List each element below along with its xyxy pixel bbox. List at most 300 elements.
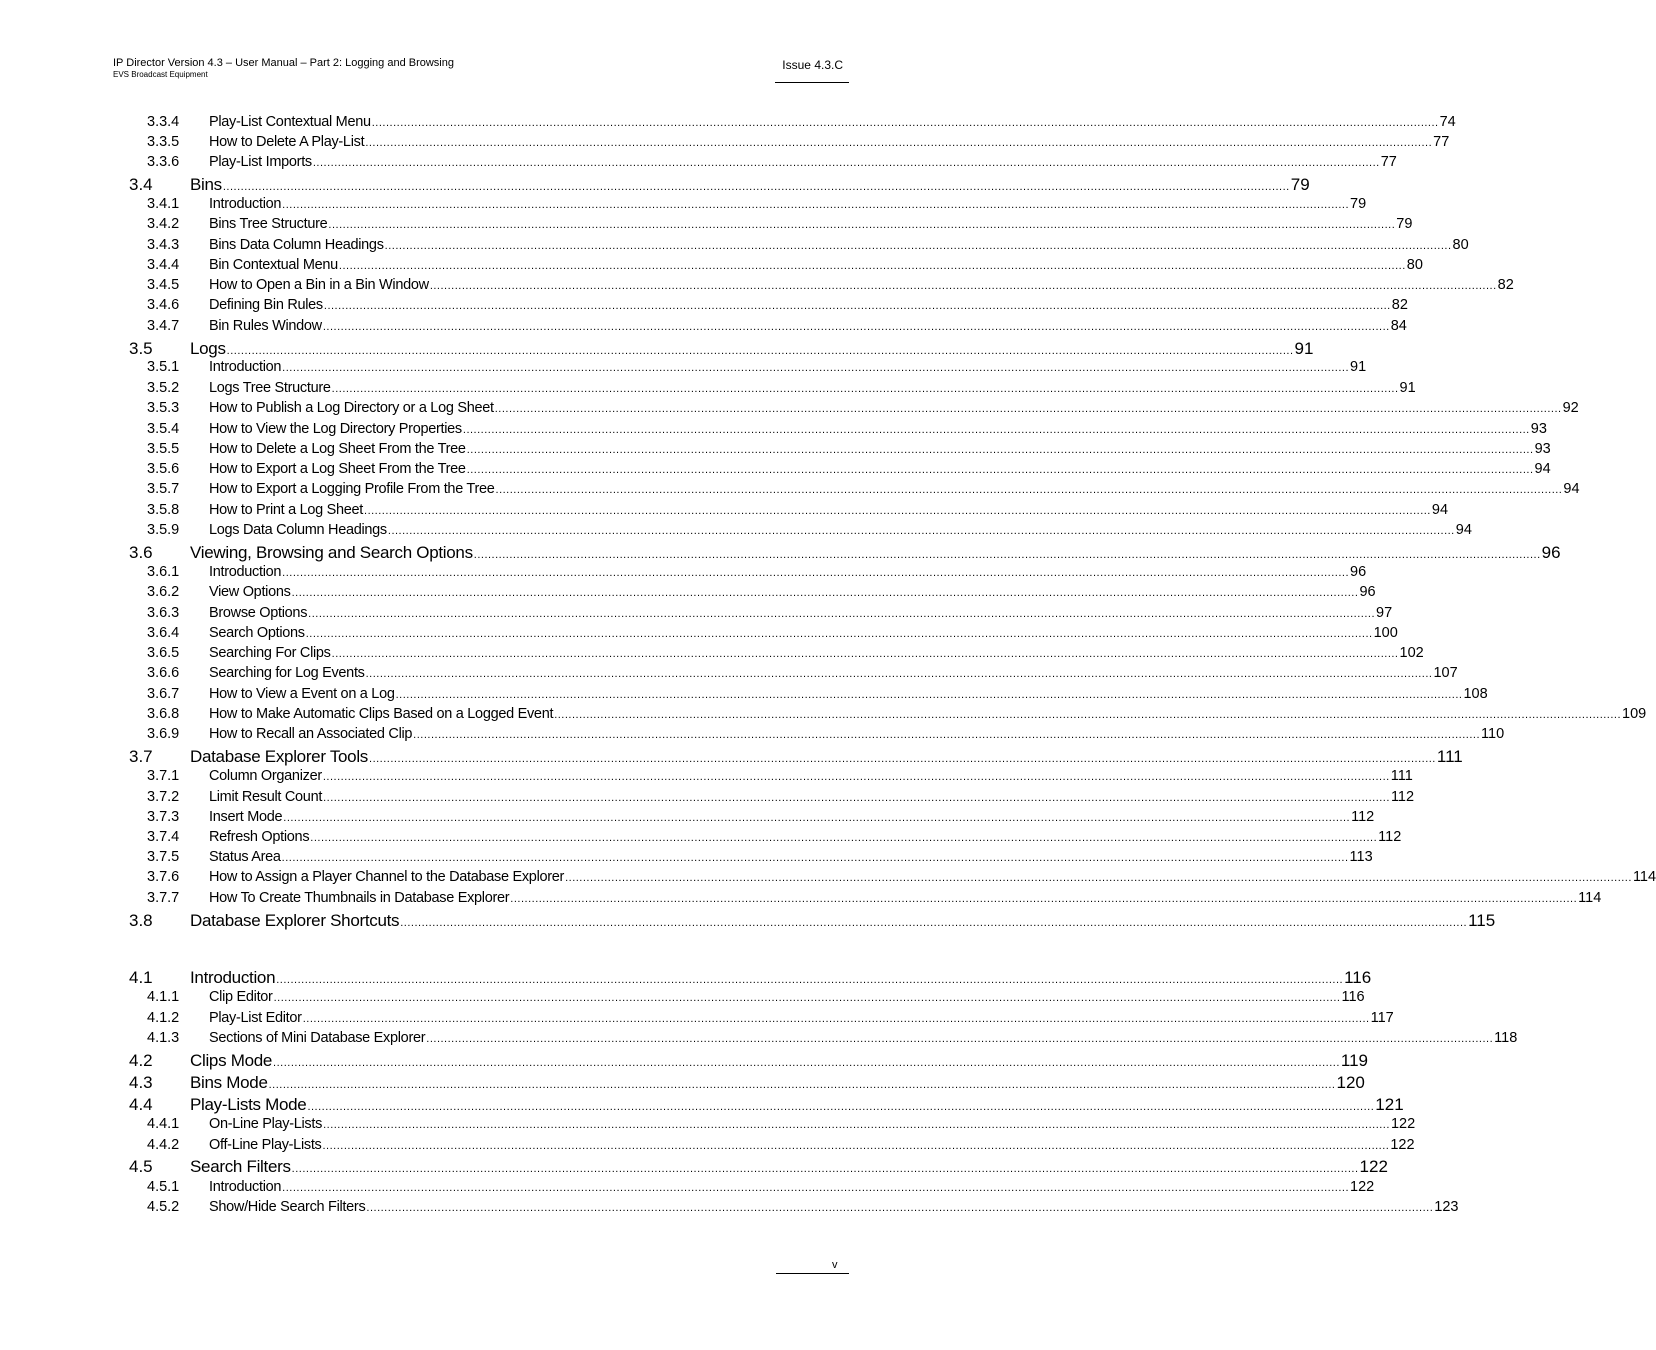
toc-entry-number: 3.7.4 <box>147 829 180 845</box>
toc-entry-page-number: 100 <box>1373 625 1398 641</box>
dot-leader: ............................................................................................................................................................................................................................................................................................................ <box>554 709 1622 721</box>
toc-entry-body <box>209 134 1450 150</box>
toc-entry-number: 3.6.7 <box>147 686 180 702</box>
toc-entry[interactable] <box>0 564 1367 584</box>
toc-entry-page-number: 115 <box>1468 911 1496 930</box>
toc-entry[interactable] <box>0 359 1367 379</box>
toc-entry-title[interactable]: Bin Rules Window <box>209 318 322 334</box>
toc-entry-title[interactable]: Play-List Editor <box>209 1010 302 1026</box>
toc-entry[interactable] <box>0 441 1551 461</box>
dot-leader: ............................................................................................................................................................................................................................................................................................................ <box>222 181 1290 193</box>
toc-entry-body <box>209 645 1424 661</box>
toc-entry-title[interactable]: How to Export a Log Sheet From the Tree <box>209 461 466 477</box>
toc-entry-number: 3.4 <box>129 175 153 194</box>
toc-entry-title[interactable]: How to Delete A Play-List <box>209 134 365 150</box>
dot-leader: ............................................................................................................................................................................................................................................................................................................ <box>276 974 1344 986</box>
toc-entry-number: 3.5.2 <box>147 380 180 396</box>
toc-entry-title[interactable]: Status Area <box>209 849 281 865</box>
toc-entry-number: 3.4.5 <box>147 277 180 293</box>
toc-entry-page-number: 122 <box>1390 1137 1415 1153</box>
toc-entry-page-number: 120 <box>1336 1073 1365 1092</box>
toc-entry-page-number: 82 <box>1391 297 1408 313</box>
toc-entry[interactable] <box>0 1116 1416 1136</box>
toc-entry-title[interactable]: Play-Lists Mode <box>190 1095 307 1114</box>
toc-entry-number: 4.5 <box>129 1157 153 1176</box>
toc-entry[interactable] <box>0 1095 1404 1117</box>
toc-entry-title[interactable]: How to Publish a Log Directory or a Log Sheet <box>209 400 494 416</box>
toc-entry-title[interactable]: How to Export a Logging Profile From the Tree <box>209 481 495 497</box>
toc-entry-body <box>209 359 1367 375</box>
toc-entry[interactable] <box>0 706 1647 726</box>
toc-entry-body <box>209 1199 1459 1215</box>
toc-entry-title[interactable]: Clips Mode <box>190 1051 273 1070</box>
toc-entry-body <box>190 1095 1404 1115</box>
toc-entry-page-number: 112 <box>1378 829 1402 845</box>
toc-entry-page-number: 114 <box>1632 869 1656 885</box>
toc-entry-number: 3.4.1 <box>147 196 180 212</box>
toc-entry-title[interactable]: Bin Contextual Menu <box>209 257 338 273</box>
toc-entry-title[interactable]: Logs Data Column Headings <box>209 522 387 538</box>
toc-entry-body <box>209 441 1551 457</box>
toc-entry-number: 4.1.1 <box>147 989 180 1005</box>
toc-entry-title[interactable]: Bins Mode <box>190 1073 268 1092</box>
toc-entry-body <box>209 400 1579 416</box>
toc-entry-number: 3.6.9 <box>147 726 180 742</box>
toc-entry-number: 3.3.4 <box>147 114 180 130</box>
dot-leader: ............................................................................................................................................................................................................................................................................................................ <box>312 157 1380 169</box>
dot-leader: ............................................................................................................................................................................................................................................................................................................ <box>366 1202 1434 1214</box>
toc-entry-title[interactable]: Introduction <box>209 196 282 212</box>
toc-entry-body <box>190 1073 1365 1093</box>
toc-entry[interactable] <box>0 665 1458 685</box>
dot-leader: ............................................................................................................................................................................................................................................................................................................ <box>331 383 1399 395</box>
dot-leader: ............................................................................................................................................................................................................................................................................................................ <box>510 893 1578 905</box>
toc-entry[interactable] <box>0 134 1450 154</box>
toc-entry-body <box>209 154 1397 170</box>
toc-entry-title[interactable]: Bins Data Column Headings <box>209 237 384 253</box>
toc-entry-page-number: 79 <box>1396 216 1413 232</box>
toc-entry-title[interactable]: Off-Line Play-Lists <box>209 1137 322 1153</box>
dot-leader: ............................................................................................................................................................................................................................................................................................................ <box>282 567 1350 579</box>
toc-entry-title[interactable]: Defining Bin Rules <box>209 297 323 313</box>
toc-entry[interactable] <box>0 645 1424 665</box>
toc-entry-number: 3.6.1 <box>147 564 180 580</box>
dot-leader: ............................................................................................................................................................................................................................................................................................................ <box>323 792 1390 804</box>
dot-leader: ............................................................................................................................................................................................................................................................................................................ <box>338 260 1406 272</box>
toc-entry-body <box>190 747 1463 767</box>
dot-leader: ............................................................................................................................................................................................................................................................................................................ <box>473 549 1541 561</box>
toc-entry-body <box>190 339 1314 359</box>
dot-leader: ............................................................................................................................................................................................................................................................................................................ <box>302 1013 1370 1025</box>
page-number: v <box>832 1259 838 1271</box>
toc-entry[interactable] <box>0 849 1373 869</box>
toc-entry[interactable] <box>0 1051 1369 1073</box>
toc-entry[interactable] <box>0 339 1314 361</box>
dot-leader: ............................................................................................................................................................................................................................................................................................................ <box>495 484 1563 496</box>
toc-entry-body <box>209 502 1449 518</box>
toc-entry-title[interactable]: Introduction <box>209 359 282 375</box>
dot-leader: ............................................................................................................................................................................................................................................................................................................ <box>305 628 1373 640</box>
toc-entry-body <box>209 809 1375 825</box>
toc-entry-page-number: 116 <box>1344 968 1372 987</box>
toc-entry[interactable] <box>0 543 1561 565</box>
toc-entry[interactable] <box>0 584 1376 604</box>
toc-entry-number: 3.4.2 <box>147 216 180 232</box>
dot-leader: ............................................................................................................................................................................................................................................................................................................ <box>268 1079 1336 1091</box>
toc-entry-body <box>190 1051 1369 1071</box>
toc-entry[interactable] <box>0 890 1602 910</box>
dot-leader: ............................................................................................................................................................................................................................................................................................................ <box>413 729 1481 741</box>
toc-entry[interactable] <box>0 768 1413 788</box>
toc-entry[interactable] <box>0 277 1514 297</box>
toc-entry-title[interactable]: How to Make Automatic Clips Based on a Logged Event <box>209 706 554 722</box>
dot-leader: ............................................................................................................................................................................................................................................................................................................ <box>331 648 1399 660</box>
toc-entry-number: 3.4.6 <box>147 297 180 313</box>
toc-entry-title[interactable]: How to View the Log Directory Properties <box>209 421 462 437</box>
toc-entry-body <box>209 665 1458 681</box>
toc-entry-title[interactable]: Logs <box>190 339 226 358</box>
dot-leader: ............................................................................................................................................................................................................................................................................................................ <box>365 668 1433 680</box>
toc-entry-page-number: 82 <box>1497 277 1514 293</box>
dot-leader: ............................................................................................................................................................................................................................................................................................................ <box>310 832 1378 844</box>
toc-entry[interactable] <box>0 1030 1518 1050</box>
toc-entry-title[interactable]: How to Recall an Associated Clip <box>209 726 413 742</box>
toc-entry-page-number: 121 <box>1375 1095 1404 1114</box>
dot-leader: ............................................................................................................................................................................................................................................................................................................ <box>365 137 1433 149</box>
toc-entry-body <box>209 257 1423 273</box>
toc-entry-title[interactable]: Column Organizer <box>209 768 322 784</box>
toc-entry-page-number: 113 <box>1349 849 1373 865</box>
toc-entry-title[interactable]: Viewing, Browsing and Search Options <box>190 543 473 562</box>
toc-entry-title[interactable]: How to Assign a Player Channel to the Database Explorer <box>209 869 565 885</box>
toc-entry-body <box>209 849 1373 865</box>
toc-entry-body <box>190 1157 1388 1177</box>
dot-leader: ............................................................................................................................................................................................................................................................................................................ <box>307 1101 1375 1113</box>
toc-entry-title[interactable]: Bins Tree Structure <box>209 216 328 232</box>
toc-entry-number: 3.6.5 <box>147 645 180 661</box>
toc-entry-number: 3.4.3 <box>147 237 180 253</box>
dot-leader: ............................................................................................................................................................................................................................................................................................................ <box>328 219 1396 231</box>
toc-entry[interactable] <box>0 686 1488 706</box>
toc-entry-page-number: 112 <box>1351 809 1375 825</box>
dot-leader: ............................................................................................................................................................................................................................................................................................................ <box>426 1033 1494 1045</box>
toc-entry-body <box>209 829 1402 845</box>
toc-entry[interactable] <box>0 1157 1388 1179</box>
toc-entry-title[interactable]: Introduction <box>190 968 276 987</box>
toc-entry-number: 3.5.5 <box>147 441 180 457</box>
toc-entry-body <box>209 196 1367 212</box>
toc-entry-number: 3.6.2 <box>147 584 180 600</box>
toc-entry[interactable] <box>0 175 1310 197</box>
toc-entry-page-number: 110 <box>1481 726 1505 742</box>
toc-entry-page-number: 122 <box>1359 1157 1388 1176</box>
dot-leader: ............................................................................................................................................................................................................................................................................................................ <box>429 280 1497 292</box>
toc-entry-number: 3.3.6 <box>147 154 180 170</box>
dot-leader: ............................................................................................................................................................................................................................................................................................................ <box>323 300 1391 312</box>
toc-entry-number: 3.5.6 <box>147 461 180 477</box>
toc-entry-body <box>190 968 1372 988</box>
toc-entry-title[interactable]: Searching For Clips <box>209 645 331 661</box>
dot-leader: ............................................................................................................................................................................................................................................................................................................ <box>466 464 1534 476</box>
toc-entry-title[interactable]: How to Open a Bin in a Bin Window <box>209 277 429 293</box>
toc-entry-page-number: 102 <box>1399 645 1424 661</box>
toc-entry-number: 3.5.8 <box>147 502 180 518</box>
toc-entry-page-number: 118 <box>1494 1030 1518 1046</box>
dot-leader: ............................................................................................................................................................................................................................................................................................................ <box>273 1057 1340 1069</box>
toc-entry-title[interactable]: How to View a Event on a Log <box>209 686 395 702</box>
toc-entry[interactable] <box>0 829 1402 849</box>
toc-entry-body <box>209 789 1415 805</box>
toc-entry-body <box>209 380 1416 396</box>
toc-entry[interactable] <box>0 380 1416 400</box>
toc-entry-body <box>209 297 1408 313</box>
toc-entry-body <box>209 237 1469 253</box>
toc-entry-body <box>209 522 1472 538</box>
toc-entry-body <box>209 461 1551 477</box>
toc-entry-page-number: 74 <box>1439 114 1456 130</box>
dot-leader: ............................................................................................................................................................................................................................................................................................................ <box>369 753 1436 765</box>
dot-leader: ............................................................................................................................................................................................................................................................................................................ <box>308 608 1376 620</box>
toc-entry-number: 4.1 <box>129 968 153 987</box>
toc-entry-number: 3.7.2 <box>147 789 180 805</box>
toc-entry[interactable] <box>0 237 1469 257</box>
toc-entry[interactable] <box>0 154 1397 174</box>
toc-entry-page-number: 94 <box>1563 481 1580 497</box>
dot-leader: ............................................................................................................................................................................................................................................................................................................ <box>323 1119 1390 1131</box>
toc-entry-body <box>209 318 1407 334</box>
toc-entry-page-number: 91 <box>1294 339 1314 358</box>
toc-entry-page-number: 79 <box>1290 175 1310 194</box>
toc-entry-body <box>209 114 1456 130</box>
toc-entry-title[interactable]: Browse Options <box>209 605 308 621</box>
dot-leader: ............................................................................................................................................................................................................................................................................................................ <box>291 1163 1359 1175</box>
toc-entry-title[interactable]: Sections of Mini Database Explorer <box>209 1030 426 1046</box>
toc-entry-number: 3.7.7 <box>147 890 180 906</box>
dot-leader: ............................................................................................................................................................................................................................................................................................................ <box>282 362 1350 374</box>
toc-entry-number: 3.5.9 <box>147 522 180 538</box>
toc-entry-number: 4.1.3 <box>147 1030 180 1046</box>
dot-leader: ............................................................................................................................................................................................................................................................................................................ <box>281 852 1349 864</box>
toc-entry-number: 3.7.5 <box>147 849 180 865</box>
toc-entry[interactable] <box>0 747 1463 769</box>
toc-entry-page-number: 94 <box>1534 461 1551 477</box>
dot-leader: ............................................................................................................................................................................................................................................................................................................ <box>565 872 1632 884</box>
toc-entry-number: 3.5.7 <box>147 481 180 497</box>
toc-entry-number: 4.2 <box>129 1051 153 1070</box>
dot-leader: ............................................................................................................................................................................................................................................................................................................ <box>291 587 1359 599</box>
toc-entry[interactable] <box>0 1179 1375 1199</box>
toc-entry-title[interactable]: Search Options <box>209 625 305 641</box>
toc-entry[interactable] <box>0 522 1472 542</box>
dot-leader: ............................................................................................................................................................................................................................................................................................................ <box>395 689 1463 701</box>
toc-entry[interactable] <box>0 809 1375 829</box>
toc-entry-page-number: 94 <box>1455 522 1472 538</box>
toc-entry[interactable] <box>0 502 1449 522</box>
dot-leader: ............................................................................................................................................................................................................................................................................................................ <box>364 505 1431 517</box>
toc-entry-page-number: 111 <box>1390 768 1413 784</box>
toc-entry[interactable] <box>0 257 1423 277</box>
toc-entry-title[interactable]: Introduction <box>209 564 282 580</box>
toc-entry-page-number: 91 <box>1350 359 1367 375</box>
toc-entry-title[interactable]: Bins <box>190 175 222 194</box>
toc-entry-number: 4.5.2 <box>147 1199 180 1215</box>
toc-entry-body <box>209 869 1656 885</box>
toc-entry-number: 3.4.4 <box>147 257 180 273</box>
toc-entry-title[interactable]: Clip Editor <box>209 989 273 1005</box>
toc-entry-number: 3.7.6 <box>147 869 180 885</box>
toc-entry[interactable] <box>0 911 1496 933</box>
toc-entry-page-number: 92 <box>1562 400 1579 416</box>
dot-leader: ............................................................................................................................................................................................................................................................................................................ <box>322 321 1390 333</box>
toc-entry[interactable] <box>0 625 1398 645</box>
toc-entry-number: 3.6.4 <box>147 625 180 641</box>
dot-leader: ............................................................................................................................................................................................................................................................................................................ <box>282 199 1350 211</box>
toc-entry-body <box>209 1179 1375 1195</box>
toc-entry[interactable] <box>0 726 1505 746</box>
dot-leader: ............................................................................................................................................................................................................................................................................................................ <box>466 444 1534 456</box>
toc-entry-number: 3.6.3 <box>147 605 180 621</box>
toc-entry-body <box>209 216 1413 232</box>
toc-entry-body <box>209 1030 1518 1046</box>
dot-leader: ............................................................................................................................................................................................................................................................................................................ <box>387 525 1455 537</box>
toc-entry-number: 3.5.1 <box>147 359 180 375</box>
toc-entry-title[interactable]: How to Print a Log Sheet <box>209 502 364 518</box>
toc-entry-title[interactable]: Play-List Imports <box>209 154 312 170</box>
toc-entry-page-number: 123 <box>1434 1199 1459 1215</box>
footer-divider <box>776 1273 849 1274</box>
toc-entry-body <box>209 706 1647 722</box>
toc-entry-title[interactable]: Database Explorer Shortcuts <box>190 911 400 930</box>
toc-entry-number: 4.4.1 <box>147 1116 180 1132</box>
toc-entry-title[interactable]: How to Delete a Log Sheet From the Tree <box>209 441 466 457</box>
toc-entry-number: 3.7.1 <box>147 768 180 784</box>
issue-number: Issue 4.3.C <box>782 58 843 72</box>
toc-entry-number: 3.6.8 <box>147 706 180 722</box>
toc-entry-number: 4.4 <box>129 1095 153 1114</box>
toc-entry-body <box>209 1116 1416 1132</box>
toc-entry-number: 4.5.1 <box>147 1179 180 1195</box>
toc-entry-page-number: 80 <box>1406 257 1423 273</box>
dot-leader: ............................................................................................................................................................................................................................................................................................................ <box>273 992 1341 1004</box>
toc-entry[interactable] <box>0 869 1656 889</box>
toc-entry-page-number: 122 <box>1350 1179 1375 1195</box>
toc-entry-title[interactable]: On-Line Play-Lists <box>209 1116 323 1132</box>
toc-entry-page-number: 80 <box>1452 237 1469 253</box>
toc-entry-number: 3.5 <box>129 339 153 358</box>
toc-entry[interactable] <box>0 318 1407 338</box>
dot-leader: ............................................................................................................................................................................................................................................................................................................ <box>283 812 1351 824</box>
toc-entry-body <box>209 726 1505 742</box>
toc-entry-title[interactable]: Logs Tree Structure <box>209 380 331 396</box>
toc-entry-title[interactable]: Refresh Options <box>209 829 310 845</box>
toc-entry-title[interactable]: Limit Result Count <box>209 789 323 805</box>
document-title: IP Director Version 4.3 – User Manual – Part 2: Logging and Browsing <box>113 57 454 69</box>
dot-leader: ............................................................................................................................................................................................................................................................................................................ <box>371 117 1439 129</box>
toc-entry-title[interactable]: Database Explorer Tools <box>190 747 369 766</box>
toc-entry-body <box>209 421 1547 437</box>
dot-leader: ............................................................................................................................................................................................................................................................................................................ <box>494 403 1562 415</box>
toc-entry-number: 3.7.3 <box>147 809 180 825</box>
toc-entry-page-number: 109 <box>1622 706 1647 722</box>
toc-entry-page-number: 96 <box>1541 543 1561 562</box>
toc-entry-page-number: 94 <box>1431 502 1449 518</box>
toc-entry[interactable] <box>0 968 1372 990</box>
toc-entry-page-number: 79 <box>1350 196 1367 212</box>
dot-leader: ............................................................................................................................................................................................................................................................................................................ <box>384 240 1452 252</box>
toc-entry[interactable] <box>0 1073 1365 1095</box>
toc-entry-page-number: 112 <box>1390 789 1415 805</box>
toc-entry-title[interactable]: Search Filters <box>190 1157 291 1176</box>
toc-entry[interactable] <box>0 461 1551 481</box>
dot-leader: ............................................................................................................................................................................................................................................................................................................ <box>226 345 1294 357</box>
toc-entry[interactable] <box>0 605 1393 625</box>
toc-entry-page-number: 117 <box>1370 1010 1394 1026</box>
toc-entry-number: 3.6.6 <box>147 665 180 681</box>
toc-entry-number: 3.7 <box>129 747 153 766</box>
toc-entry[interactable] <box>0 114 1456 134</box>
toc-entry-number: 3.5.3 <box>147 400 180 416</box>
document-publisher: EVS Broadcast Equipment <box>113 70 208 79</box>
toc-entry-page-number: 91 <box>1399 380 1416 396</box>
toc-entry-title[interactable]: Play-List Contextual Menu <box>209 114 371 130</box>
toc-entry-page-number: 116 <box>1341 989 1365 1005</box>
dot-leader: ............................................................................................................................................................................................................................................................................................................ <box>400 917 1468 929</box>
toc-entry-title[interactable]: View Options <box>209 584 291 600</box>
toc-entry-body <box>209 625 1398 641</box>
toc-entry-body <box>209 989 1365 1005</box>
toc-entry[interactable] <box>0 421 1547 441</box>
toc-entry-page-number: 108 <box>1463 686 1488 702</box>
toc-entry-page-number: 96 <box>1350 564 1367 580</box>
toc-entry-body <box>190 911 1496 931</box>
toc-entry-number: 3.4.7 <box>147 318 180 334</box>
toc-entry-body <box>209 584 1376 600</box>
toc-entry[interactable] <box>0 1137 1415 1157</box>
toc-entry[interactable] <box>0 297 1408 317</box>
toc-entry[interactable] <box>0 400 1579 420</box>
toc-entry-page-number: 93 <box>1534 441 1551 457</box>
toc-entry-number: 3.8 <box>129 911 153 930</box>
toc-entry-number: 4.3 <box>129 1073 153 1092</box>
toc-entry-body <box>209 1137 1415 1153</box>
toc-entry-body <box>209 564 1367 580</box>
toc-entry[interactable] <box>0 1010 1394 1030</box>
toc-entry[interactable] <box>0 1199 1459 1219</box>
toc-entry-number: 4.4.2 <box>147 1137 180 1153</box>
dot-leader: ............................................................................................................................................................................................................................................................................................................ <box>322 771 1390 783</box>
toc-entry-page-number: 119 <box>1340 1051 1369 1070</box>
toc-entry-title[interactable]: Searching for Log Events <box>209 665 365 681</box>
toc-entry[interactable] <box>0 481 1580 501</box>
toc-entry-title[interactable]: Show/Hide Search Filters <box>209 1199 366 1215</box>
toc-entry-page-number: 96 <box>1359 584 1376 600</box>
toc-entry-body <box>209 481 1580 497</box>
toc-entry-body <box>209 605 1393 621</box>
toc-entry-title[interactable]: Insert Mode <box>209 809 283 825</box>
toc-entry[interactable] <box>0 989 1365 1009</box>
toc-entry[interactable] <box>0 216 1413 236</box>
toc-entry-title[interactable]: How To Create Thumbnails in Database Explorer <box>209 890 510 906</box>
toc-entry-body <box>209 1010 1394 1026</box>
toc-entry-body <box>190 543 1561 563</box>
toc-entry-page-number: 93 <box>1530 421 1547 437</box>
toc-entry-number: 3.6 <box>129 543 153 562</box>
toc-entry[interactable] <box>0 196 1367 216</box>
toc-entry-title[interactable]: Introduction <box>209 1179 282 1195</box>
toc-entry-number: 3.3.5 <box>147 134 180 150</box>
toc-entry[interactable] <box>0 789 1415 809</box>
dot-leader: ............................................................................................................................................................................................................................................................................................................ <box>462 424 1530 436</box>
